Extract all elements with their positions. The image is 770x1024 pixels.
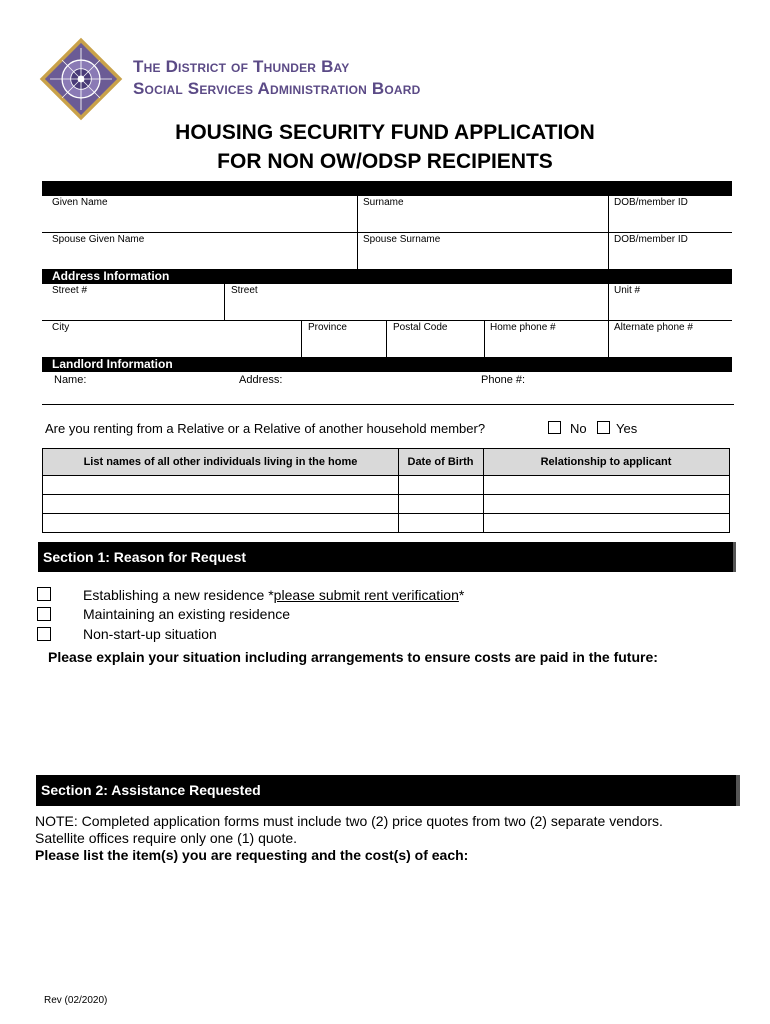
relative-yes-checkbox[interactable]	[597, 421, 610, 434]
surname-label: Surname	[363, 197, 404, 208]
address-header-bar	[42, 269, 732, 284]
divider	[42, 320, 732, 321]
new-residence-checkbox[interactable]	[37, 587, 51, 601]
section1-header	[38, 542, 736, 572]
divider	[484, 320, 485, 358]
org-name-line2: Social Services Administration Board	[133, 79, 421, 98]
relative-no-label: No	[570, 421, 587, 436]
option-new-residence	[83, 587, 464, 603]
divider	[608, 196, 609, 270]
landlord-header-bar	[42, 357, 732, 372]
revision-date: Rev (02/2020)	[44, 995, 108, 1006]
non-startup-checkbox[interactable]	[37, 627, 51, 641]
divider	[386, 320, 387, 358]
landlord-name-label: Name:	[54, 374, 87, 386]
option-new-residence-suffix: *	[458, 587, 465, 603]
landlord-address-label: Address:	[239, 374, 283, 386]
street-label: Street	[231, 285, 258, 296]
city-label: City	[52, 322, 70, 333]
relative-question: Are you renting from a Relative or a Relative of another household member?	[45, 421, 486, 436]
dob-label-1: DOB/member ID	[614, 197, 688, 208]
unit-label: Unit #	[614, 285, 641, 296]
col-dob-header: Date of Birth	[407, 456, 474, 468]
dssab-logo-icon	[38, 36, 124, 122]
divider	[357, 196, 358, 270]
given-name-label: Given Name	[52, 197, 108, 208]
col-names-header: List names of all other individuals living in the home	[83, 456, 358, 468]
province-label: Province	[308, 322, 347, 333]
form-title-line1: HOUSING SECURITY FUND APPLICATION	[175, 121, 595, 144]
home-phone-label: Home phone #	[490, 322, 556, 333]
section1-title: Section 1: Reason for Request	[43, 549, 247, 565]
street-number-label: Street #	[52, 285, 88, 296]
existing-residence-checkbox[interactable]	[37, 607, 51, 621]
list-items-prompt: Please list the item(s) you are requesting and the cost(s) of each:	[35, 847, 469, 863]
option-non-startup: Non-start-up situation	[83, 626, 217, 642]
col-relationship-header: Relationship to applicant	[540, 456, 672, 468]
explain-prompt: Please explain your situation including arrangements to ensure costs are paid in the future:	[48, 649, 658, 665]
address-heading: Address Information	[52, 269, 170, 283]
form-title-line2: FOR NON OW/ODSP RECIPIENTS	[217, 150, 553, 173]
divider	[301, 320, 302, 358]
landlord-heading: Landlord Information	[52, 357, 173, 371]
rent-verification-note: please submit rent verification	[273, 587, 459, 603]
table-row	[42, 494, 730, 495]
postal-code-label: Postal Code	[393, 322, 448, 333]
spouse-surname-label: Spouse Surname	[363, 234, 441, 245]
org-name-line1: The District of Thunder Bay	[133, 57, 350, 76]
divider	[42, 475, 730, 476]
relative-no-checkbox[interactable]	[548, 421, 561, 434]
divider	[398, 448, 399, 533]
spouse-given-name-label: Spouse Given Name	[52, 234, 145, 245]
landlord-phone-label: Phone #:	[481, 374, 526, 386]
divider	[42, 404, 734, 405]
divider	[42, 232, 732, 233]
divider	[483, 448, 484, 533]
divider	[224, 284, 225, 320]
section2-title: Section 2: Assistance Requested	[41, 782, 261, 798]
option-new-residence-text: Establishing a new residence *	[83, 587, 274, 603]
applicant-header-bar	[42, 181, 732, 196]
section2-header	[36, 775, 740, 806]
divider	[608, 284, 609, 358]
note-line1: NOTE: Completed application forms must include two (2) price quotes from two (2) separate vendors.	[35, 813, 663, 829]
dob-label-2: DOB/member ID	[614, 234, 688, 245]
option-existing-residence: Maintaining an existing residence	[83, 606, 291, 622]
alt-phone-label: Alternate phone #	[614, 322, 693, 333]
relative-yes-label: Yes	[616, 421, 638, 436]
table-row	[42, 513, 730, 514]
note-line2: Satellite offices require only one (1) quote.	[35, 830, 298, 846]
